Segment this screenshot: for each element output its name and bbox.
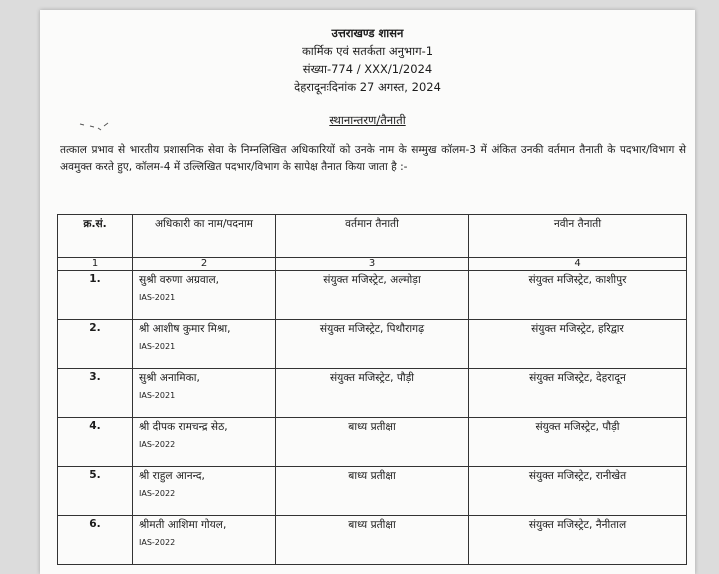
header-new-posting: नवीन तैनाती	[469, 215, 687, 258]
officer-name: श्रीमती आशिमा गोयल,	[139, 519, 227, 531]
current-posting: बाध्य प्रतीक्षा	[276, 467, 469, 516]
serial-number: 5.	[58, 467, 133, 516]
current-posting: बाध्य प्रतीक्षा	[276, 516, 469, 565]
new-posting: संयुक्त मजिस्ट्रेट, रानीखेत	[469, 467, 687, 516]
table-row	[58, 271, 687, 320]
officer-batch: IAS-2021	[139, 293, 176, 302]
table-row	[58, 516, 687, 565]
place-date: देहरादूनःदिनांक 27 अगस्त, 2024	[294, 80, 441, 94]
column-number: 2	[133, 258, 276, 271]
column-number: 4	[469, 258, 687, 271]
new-posting: संयुक्त मजिस्ट्रेट, पौड़ी	[469, 418, 687, 467]
table-row	[58, 418, 687, 467]
officer-cell	[133, 516, 276, 565]
table-header-row	[58, 215, 687, 258]
current-posting: बाध्य प्रतीक्षा	[276, 418, 469, 467]
serial-number: 4.	[58, 418, 133, 467]
officer-batch: IAS-2022	[139, 489, 176, 498]
department-name: कार्मिक एवं सतर्कता अनुभाग-1	[301, 44, 434, 58]
officer-cell	[133, 271, 276, 320]
header-officer: अधिकारी का नाम/पदनाम	[133, 215, 276, 258]
header-current-posting: वर्तमान तैनाती	[276, 215, 469, 258]
officer-cell	[133, 369, 276, 418]
subject-heading: स्थानान्तरण/तैनाती	[329, 113, 406, 127]
column-number: 1	[58, 258, 133, 271]
government-title: उत्तराखण्ड शासन	[331, 26, 404, 40]
serial-number: 2.	[58, 320, 133, 369]
new-posting: संयुक्त मजिस्ट्रेट, नैनीताल	[469, 516, 687, 565]
officer-batch: IAS-2022	[139, 440, 176, 449]
column-number-row	[58, 258, 687, 271]
current-posting: संयुक्त मजिस्ट्रेट, पौड़ी	[276, 369, 469, 418]
officer-batch: IAS-2022	[139, 538, 176, 547]
officer-cell	[133, 467, 276, 516]
serial-number: 3.	[58, 369, 133, 418]
document-page	[40, 10, 695, 574]
officer-name: श्री आशीष कुमार मिश्रा,	[139, 323, 231, 335]
new-posting: संयुक्त मजिस्ट्रेट, देहरादून	[469, 369, 687, 418]
order-paragraph: तत्काल प्रभाव से भारतीय प्रशासनिक सेवा के निम्नलिखित अधिकारियों को उनके नाम के सम्मुख कॉलम-3 में अंकित उनकी वर्तमान तैनाती के पदभार/विभाग से अवमुक्त करते हुए, कॉलम-4 में उल्लिखित पदभार/विभाग के सापेक्ष तैनात किया जाता है :-	[60, 144, 686, 173]
officer-batch: IAS-2021	[139, 342, 176, 351]
serial-number: 1.	[58, 271, 133, 320]
order-number: संख्या-774 / XXX/1/2024	[302, 62, 433, 76]
officer-batch: IAS-2021	[139, 391, 176, 400]
officer-name: सुश्री वरुणा अग्रवाल,	[139, 274, 220, 286]
table-row	[58, 320, 687, 369]
table-row	[58, 467, 687, 516]
officer-name: श्री दीपक रामचन्द्र सेठ,	[139, 421, 228, 433]
column-number: 3	[276, 258, 469, 271]
officer-cell	[133, 320, 276, 369]
posting-table	[57, 214, 687, 565]
letterhead	[40, 24, 695, 96]
current-posting: संयुक्त मजिस्ट्रेट, अल्मोड़ा	[276, 271, 469, 320]
officer-cell	[133, 418, 276, 467]
current-posting: संयुक्त मजिस्ट्रेट, पिथौरागढ़	[276, 320, 469, 369]
new-posting: संयुक्त मजिस्ट्रेट, काशीपुर	[469, 271, 687, 320]
new-posting: संयुक्त मजिस्ट्रेट, हरिद्वार	[469, 320, 687, 369]
serial-number: 6.	[58, 516, 133, 565]
officer-name: श्री राहुल आनन्द,	[139, 470, 205, 482]
officer-name: सुश्री अनामिका,	[139, 372, 200, 384]
table-row	[58, 369, 687, 418]
header-serial: क्र.सं.	[58, 215, 133, 258]
